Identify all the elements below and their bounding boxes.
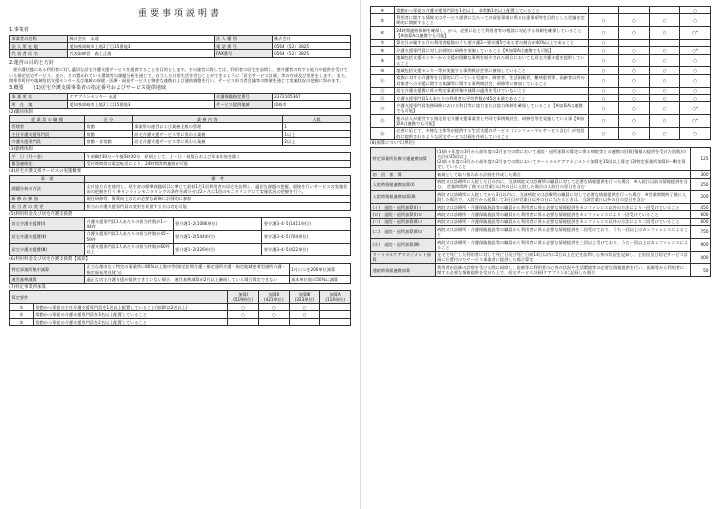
table-row (371, 7, 711, 14)
operator-table (9, 35, 351, 58)
mark-cell: ○ (588, 54, 619, 67)
addition-description: 病院又は診療所に入院してから3日以内に、当該病院又は診療所の職員に対して必要な情報提供を行った場合 ※営業時間終了後に入院した場合で、入院日から起算して3日目が営業日以外の日に当たるときは、当該営業日以外の日の翌日を含む (435, 191, 690, 204)
table-cell (228, 318, 259, 325)
table-cell: 課題分析の方法 (10, 183, 85, 196)
row-number: ⑭ (371, 102, 395, 115)
table-cell: 要介護3･4･5(422単位) (262, 243, 351, 256)
mark-cell: ○ (588, 115, 619, 128)
table-row (371, 94, 711, 101)
table-cell: 管理者 (10, 123, 85, 130)
table-row (10, 116, 351, 123)
addition-unit: 200 (690, 191, 710, 204)
row-number: ⑪ (371, 74, 395, 87)
table-cell: 電 話 番 号 (214, 42, 272, 49)
mark-cell: ○ (649, 94, 680, 101)
purpose-text: 要介護状態にある利用者に対し適切な居宅介護支援サービスを提供することを目的とします。その運営に際しては、利用者の居宅を訪問し、要介護者の有する能力や提供を受けている指定居宅サービス、また、その置かれている環境等の課題分析を通じて、自立した日常生活を営むことができるように「居宅サービス計画」等の作成及び変更をします。 また、関係市町村や地域包括支援センター及び地域の保健・医療・福祉サービスと綿密な連携および連絡調整を行い、サービス担当者会議等の開催を通じて実施状況の把握に努めます。 (9, 67, 350, 83)
table-row (371, 171, 711, 178)
table-row (10, 123, 351, 130)
mark-cell (680, 39, 711, 46)
row-number: ⑤ (371, 14, 395, 27)
mark-cell: ○ (649, 127, 680, 140)
section-heading: 3.概要 (1)居宅介護支援事業者の指定番号およびサービス提供地域 (9, 85, 166, 92)
header-cell: 人数 (282, 116, 350, 123)
table-cell: 代表取締役 森上正規 (67, 50, 214, 57)
table-row (371, 226, 711, 239)
addition-description: 在宅で死亡した利用者に対して死亡日及び死亡日前14日以内に2日以上在宅を訪問し心身の状況を記録し、主治医及び居宅サービス計画に位置付けたサービス事業者に提供した場合算定 (435, 251, 690, 264)
row-number: ⑩ (371, 67, 395, 74)
addition-name: 特定事業所医療介護連携加算 (371, 147, 436, 170)
mark-cell: ○ (588, 87, 619, 94)
mark-cell: ○ (619, 115, 650, 128)
addition-unit: 125 (690, 147, 710, 170)
table-cell: 居宅介護支援費(Ⅲ) (10, 243, 85, 256)
section-heading: (3)勤務体制 (9, 146, 33, 152)
requirement-text: 他の法人が運営する指定居宅介護支援事業者と共同で事例検討会、研修会等を実施している事【※加算Aは連携でも可能】 (394, 115, 588, 128)
header-cell: 備 考 (85, 175, 351, 182)
table-row (371, 39, 711, 46)
requirement-text: 利用者に関する情報又はサービス提供に当たっての留意事項に係る伝達事項等を目的とした会議を定期的に開催すること (394, 14, 588, 27)
addition-unit: 600 (690, 211, 710, 218)
requirement-text: 介護支援専門員実務研修における科目等に協力または協力体制を確保していること【※加算Aは連携でも可能】 (394, 102, 588, 115)
mark-cell: ○ (680, 14, 711, 27)
right-page (360, 0, 720, 509)
table-cell: 全社協方式を使用し、厚生省の標準課題項目に準じて最低1月1回利用者の居宅を訪問し、適切な課題の把握、面接を行いサービスの実施状況の把握を行う ※オンラインモニタリングの条件を満たせば2ヶ月に1回のモニタリングにて実施状況の把握を行う。 (85, 183, 351, 196)
table-row (10, 101, 351, 108)
table-row (371, 147, 711, 170)
table-cell: 2372105367 (272, 93, 350, 100)
table-cell: 担当の介護支援専門員の変更を希望する方は対応可能 (85, 203, 351, 210)
table-row (10, 318, 351, 325)
requirement-text: 介護支援専門員1人あたりの利用者の平均件数が45名未満であること (394, 94, 588, 101)
addition-unit: 50 (690, 264, 710, 277)
table-cell: ○ (228, 311, 259, 318)
addition-description: 新規として取り扱われる計画を作成した場合 (435, 171, 690, 178)
addition-description: 病院又は診療所・介護保険施設等の職員から利用者に係る必要な情報提供を二回受けており、うち一回以上はカンファレンスによること (435, 226, 690, 239)
mark-cell: ○* (680, 47, 711, 54)
addition-description: 利用者が医師の診察を受ける際に同席し、医師等に利用者の心身の状況や生活環境等の必要な情報提供を行い、医師等から利用者に関する必要な情報提供を受けた上で、居宅サービス計画(ケアプラン)に記録した場合 (435, 264, 690, 277)
mark-cell: ○ (619, 102, 650, 115)
table-cell: 株式会社 永遠 (67, 35, 214, 42)
fee-table (9, 217, 351, 256)
table-row (10, 138, 351, 145)
mark-cell: ○ (588, 127, 619, 140)
addition-name: (ロ) 退院・退所加算(Ⅰ)ロ (371, 211, 436, 218)
table-cell: 居宅介護支援サービス等に係わる業務 (132, 138, 282, 145)
addition-unit: 900 (690, 238, 710, 251)
table-row (10, 160, 351, 167)
row-number: ⑨ (371, 54, 395, 67)
mark-cell: ○ (680, 127, 711, 140)
mark-cell: ○ (619, 74, 650, 87)
mark-cell: ○* (680, 102, 711, 115)
table-cell: 介護支援専門員 (10, 138, 85, 145)
table-cell: 居宅介護支援費(Ⅰ) (10, 218, 85, 231)
header-cell: 加算Ⅲ (323単位) (289, 291, 320, 304)
table-row (371, 218, 711, 225)
mark-cell (619, 7, 650, 14)
section-heading: (5)利用料金及び居宅介護支援費 (9, 211, 73, 217)
table-row (371, 191, 711, 204)
table-cell: 要介護1･2(1086単位) (173, 218, 262, 231)
section-heading: (4)居宅介護支援サービスの実施概要 (9, 169, 82, 175)
table-cell: 愛知県岡崎市上地2丁目15番地3 (67, 42, 214, 49)
table-cell: ケアプランセンター 永遠 (67, 93, 214, 100)
table-row (10, 230, 351, 243)
table-row (371, 74, 711, 87)
mark-cell: ○ (680, 67, 711, 74)
mark-cell: ○ (649, 27, 680, 40)
header-cell: 加算Ⅱ (421単位) (258, 291, 289, 304)
special-addition-table (9, 290, 351, 326)
table-cell: ○ (289, 304, 320, 311)
addition-description: 病院又は診療所・介護保険施設等の職員から利用者に係る必要な情報提供をカンファレンス以外の方法により一回受けていること (435, 203, 690, 210)
table-cell: 平 日（月～金） (10, 153, 85, 160)
hours-table (9, 152, 351, 168)
table-cell (258, 318, 289, 325)
table-cell: 1月につき200単位減算 (289, 263, 350, 276)
addition-unit: 250 (690, 178, 710, 191)
header-cell: 区 分 (85, 116, 133, 123)
row-number: ⑮ (371, 115, 395, 128)
table-cell: 常勤 (85, 130, 133, 137)
table-cell: 緊急連絡先 (10, 160, 85, 167)
mark-cell: ○ (588, 74, 619, 87)
header-cell: 業 務 内 容 (132, 116, 282, 123)
table-cell: 事業者の名称 (10, 35, 68, 42)
table-cell: ③ (10, 318, 34, 325)
row-number: ⑦ (371, 39, 395, 46)
mark-cell: ○ (588, 39, 619, 46)
mark-cell: ○ (680, 94, 711, 101)
table-cell (289, 318, 320, 325)
mark-cell: ○ (588, 67, 619, 74)
table-cell: 代 表 者 氏 名 (10, 50, 68, 57)
table-row (10, 175, 351, 182)
table-cell: 要介護3･4･5(1411単位) (262, 218, 351, 231)
addition-unit: 600 (690, 218, 710, 225)
table-cell: 株式会社 (272, 35, 350, 42)
requirement-text: 地域包括支援センター等が実施する事例検討会等に参加していること (394, 67, 588, 74)
row-number: ⑫ (371, 87, 395, 94)
table-row (371, 115, 711, 128)
mark-cell: ○ (649, 115, 680, 128)
addition-name: 初 回 加 算 (371, 171, 436, 178)
mark-cell: ○ (649, 47, 680, 54)
mark-cell: ○ (619, 127, 650, 140)
document-title: 重要事項説明書 (137, 9, 222, 19)
addition-description: 病院又は診療所に入院した日の内に、当該病院又は診療所の職員に対して必要な情報提供を行った場合 ※入院日以前の情報提供を含む。 営業時間終了後又は営業日以外の日に入院した場合は入院日の翌日を含む (435, 178, 690, 191)
table-cell: 事業所の運営および業務全般の管理 (132, 123, 282, 130)
table-row (371, 178, 711, 191)
table-cell: 法 人 種 別 (214, 35, 272, 42)
mark-cell: ○ (588, 14, 619, 27)
table-cell (320, 318, 351, 325)
table-cell: 適正な居宅介護支援が提供できていない場合 運営基準減算が2月以上継続している場合算定できない (85, 276, 290, 283)
table-row (10, 195, 351, 202)
reduction-table (9, 263, 351, 284)
section-heading: (2)職員体制 (9, 109, 33, 115)
table-cell: 常勤かつ専従の主任介護支援専門員を1名以上配置していること(加算Ⅰは2名以上) (33, 304, 227, 311)
table-cell: 要介護1･2(544単位) (173, 230, 262, 243)
table-row (371, 238, 711, 251)
table-cell: 法 人 所 在 地 (10, 42, 68, 49)
mark-cell (649, 39, 680, 46)
addition-unit: 400 (690, 251, 710, 264)
table-row (371, 203, 711, 210)
table-cell: 介護保険指定番号 (214, 93, 272, 100)
requirement-text: 算定日が属する月の利用者総数のうち要介護3～要介護5である者の割合が40%以上であること (394, 39, 588, 46)
table-cell: 愛知県岡崎市上地2丁目15番地3 (67, 101, 214, 108)
table-cell: 1以上 (282, 130, 350, 137)
header-cell: 事 項 (10, 175, 85, 182)
mark-cell: ○ (588, 102, 619, 115)
addition-units-table (370, 147, 711, 277)
mark-cell: ○* (680, 115, 711, 128)
staff-table (9, 115, 351, 146)
table-cell: 常勤 (85, 123, 133, 130)
table-cell: 所 在 地 (10, 101, 68, 108)
addition-name: ターミナルケアマネジメント加算 (371, 251, 436, 264)
section-heading: 2.運営の目的と方針 (9, 59, 54, 66)
table-cell: 受付時間帯は電話転送により、24時間常時連絡が可能 (85, 160, 351, 167)
mark-cell (619, 39, 650, 46)
table-row (371, 87, 711, 94)
table-row (10, 203, 351, 210)
mark-cell: ○ (588, 94, 619, 101)
mark-cell (588, 7, 619, 14)
table-row (371, 14, 711, 27)
table-cell: FAX番号 (214, 50, 272, 57)
table-cell: 運営基準減算 (10, 276, 85, 283)
row-number: ④ (371, 7, 395, 14)
table-row (10, 183, 351, 196)
table-cell: 正当な理由なく特定の事業所に80%以上集中等(指定訪問介護・指定通所介護・指定地域密着型通所介護・指定福祉用具貸与) (85, 263, 290, 276)
addition-unit: 450 (690, 203, 710, 210)
table-row (10, 276, 351, 283)
table-cell: 常勤・非常勤 (85, 138, 133, 145)
addition-name: (ニ) 退院・退所加算(Ⅱ)ロ (371, 226, 436, 239)
table-cell: 居宅介護支援サービス等に係わる業務 (132, 130, 282, 137)
table-cell: 現任研修等、資質向上のため必要な研修に計画的に参加 (85, 195, 351, 202)
table-row (10, 218, 351, 231)
table-row (10, 263, 351, 276)
table-row (10, 42, 351, 49)
table-cell: 0564（52）3825 (272, 42, 350, 49)
row-number: ⑧ (371, 47, 395, 54)
table-cell: 研 修 の 参 加 (10, 195, 85, 202)
requirement-text: 家族に対する介護等を日常的に行っている児童や、障害者、生活困窮者、難病患者等、高齢者以外の対象者への支援に関する知識等に関する事例検討会、研修等に参加していること (394, 74, 588, 87)
table-cell: 0564（52）3825 (272, 50, 350, 57)
addition-description: (1)前々年度の3月から前年度の2月までの間において退院・退所加算の算定に係る病院等との連携の回数(情報の提供を受けた回数)の合計が35回以上 (2)前々年度の3月から前年度の2月までの間においてターミナルケアマネジメント加算を15回以上算定 (3)特定事業所加算(Ⅰ～Ⅲ)を算定していること (435, 147, 690, 170)
table-cell: 常勤かつ専従の介護支援専門員を2名以上配置していること (33, 318, 227, 325)
table-row (371, 264, 711, 277)
addition-description: 病院又は診療所・介護保険施設等の職員から利用者に係る必要な情報提供をカンファレンスにより一回受けていること (435, 211, 690, 218)
requirement-text: 必要に応じて、多様な主体等が提供する生活支援のサービス（インフォーマルサービス含む）が包括的に提供されるような居宅サービス計画を作成していること (394, 127, 588, 140)
table-row (371, 54, 711, 67)
addition-description: 病院又は診療所・介護保険施設等の職員から利用者に係る必要な情報提供をカンファレンス以外の方法により二回受けていること (435, 218, 690, 225)
mark-cell: ○ (649, 54, 680, 67)
table-cell: 特定事業所集中減算 (10, 263, 85, 276)
service-overview-table (9, 175, 351, 211)
table-cell: 要介護1･2(326単位) (173, 243, 262, 256)
table-cell: 2以上 (282, 138, 350, 145)
table-row (10, 311, 351, 318)
mark-cell: ○ (680, 7, 711, 14)
mark-cell: ○ (619, 67, 650, 74)
table-row (371, 27, 711, 40)
table-cell: 1 (282, 123, 350, 130)
table-row (10, 50, 351, 57)
addition-description: 病院又は診療所・介護保険施設等の職員から利用者に係る必要な情報提供を三回以上受けており、うち一回以上はカンファレンスによること (435, 238, 690, 251)
table-cell: ② (10, 311, 34, 318)
table-row (10, 304, 351, 311)
table-row (371, 67, 711, 74)
table-cell: 主任介護支援専門員 (10, 130, 85, 137)
mark-cell: ○ (649, 67, 680, 74)
mark-cell: ○ (649, 102, 680, 115)
row-number: ⑬ (371, 94, 395, 101)
table-row (371, 251, 711, 264)
requirement-text: 介護支援専門員に対し計画的に研修を実施していること【※加算Aは連携でも可能】 (394, 47, 588, 54)
table-cell: 担 当 者 の 変 更 (10, 203, 85, 210)
mark-cell: ○ (588, 47, 619, 54)
mark-cell: ○* (680, 27, 711, 40)
table-row (371, 211, 711, 218)
table-cell: 居宅介護支援費(Ⅱ) (10, 230, 85, 243)
table-row (10, 291, 351, 304)
section-heading: (7)特定事業所加算 (9, 284, 46, 290)
addition-name: (ハ) 退院・退所加算(Ⅱ)イ (371, 218, 436, 225)
table-cell: 岡崎市 (272, 101, 350, 108)
row-number: ⑥ (371, 27, 395, 40)
mark-cell: ○ (649, 14, 680, 27)
table-cell: 事 業 所 名 (10, 93, 68, 100)
addition-unit: 300 (690, 171, 710, 178)
header-cell: 従 業 員 の 職 種 (10, 116, 85, 123)
table-row (10, 130, 351, 137)
table-cell (320, 311, 351, 318)
addition-name: 通院時情報連携加算 (371, 264, 436, 277)
table-cell: ○ (258, 304, 289, 311)
row-number: ⑯ (371, 127, 395, 140)
header-cell: 加算Ⅰ (519単位) (228, 291, 259, 304)
table-row (10, 153, 351, 160)
requirement-text: 24時間連絡体制を確保し、かつ、必要に応じて利用者等の相談に対応する体制を確保していること【※加算Aは連携でも可能】 (394, 27, 588, 40)
table-cell: ○ (258, 311, 289, 318)
mark-cell: ○ (680, 54, 711, 67)
addition-name: (ホ) 退院・退所加算(Ⅲ) (371, 238, 436, 251)
addition-unit: 750 (690, 226, 710, 239)
table-cell: ○ (228, 304, 259, 311)
table-cell: 要介護3･4･5(704単位) (262, 230, 351, 243)
mark-cell: ○ (619, 54, 650, 67)
table-row (371, 47, 711, 54)
table-cell: ① (10, 304, 34, 311)
special-addition-continued-table (370, 6, 711, 140)
mark-cell: ○ (680, 74, 711, 87)
mark-cell: ○ (619, 87, 650, 94)
office-table (9, 93, 351, 109)
table-cell (320, 304, 351, 311)
table-row (371, 127, 711, 140)
mark-cell: ○ (619, 47, 650, 54)
table-cell: 介護支援専門員1人あたりの担当件数が60件以上 (85, 243, 174, 256)
table-cell: 介護支援専門員1人あたりの担当件数が45～59件 (85, 230, 174, 243)
mark-cell: ○ (649, 87, 680, 94)
mark-cell: ○ (619, 94, 650, 101)
table-row (10, 35, 351, 42)
mark-cell (649, 7, 680, 14)
table-row (371, 102, 711, 115)
table-cell: 常勤かつ専従の介護支援専門員を3名以上配置していること (33, 311, 227, 318)
requirement-text: 居宅介護支援費に係る特定事業所集中減算の適用を受けていないこと (394, 87, 588, 94)
table-cell: 午前8時30分～午後5時30分 原則として、土・日・祝祭日および年末年始を除く (85, 153, 351, 160)
mark-cell: ○ (649, 74, 680, 87)
section-heading: (6)利用料金及び居宅介護支援費【減算】 (9, 257, 90, 263)
header-cell: 加算A (114単位) (320, 291, 351, 304)
mark-cell: ○ (588, 27, 619, 40)
mark-cell: ○ (680, 87, 711, 94)
requirement-text: 地域包括支援センターから支援が困難な事例を紹介された場合においても居宅介護支援を提供していること (394, 54, 588, 67)
section-heading: (8)加算について(単位) (370, 141, 415, 147)
mark-cell: ○ (619, 14, 650, 27)
table-cell: 介護支援専門員1人あたりの担当件数が1～44件 (85, 218, 174, 231)
addition-name: 入院時情報連携加算(Ⅰ) (371, 178, 436, 191)
table-row (10, 93, 351, 100)
table-row (10, 243, 351, 256)
table-cell: 基本単位数の50%に減算 (289, 276, 350, 283)
requirement-text: 常勤かつ専従の介護支援専門員を1名以上、非常勤1名以上配置していること (394, 7, 588, 14)
section-heading: 1.事業者 (9, 27, 29, 34)
header-cell: 算定要件 (10, 291, 228, 304)
table-cell: サービス提供地域 (214, 101, 272, 108)
mark-cell: ○ (619, 27, 650, 40)
table-cell: ○ (289, 311, 320, 318)
addition-name: (イ) 退院・退所加算(Ⅰ)イ (371, 203, 436, 210)
addition-name: 入院時情報連携加算(Ⅱ) (371, 191, 436, 204)
